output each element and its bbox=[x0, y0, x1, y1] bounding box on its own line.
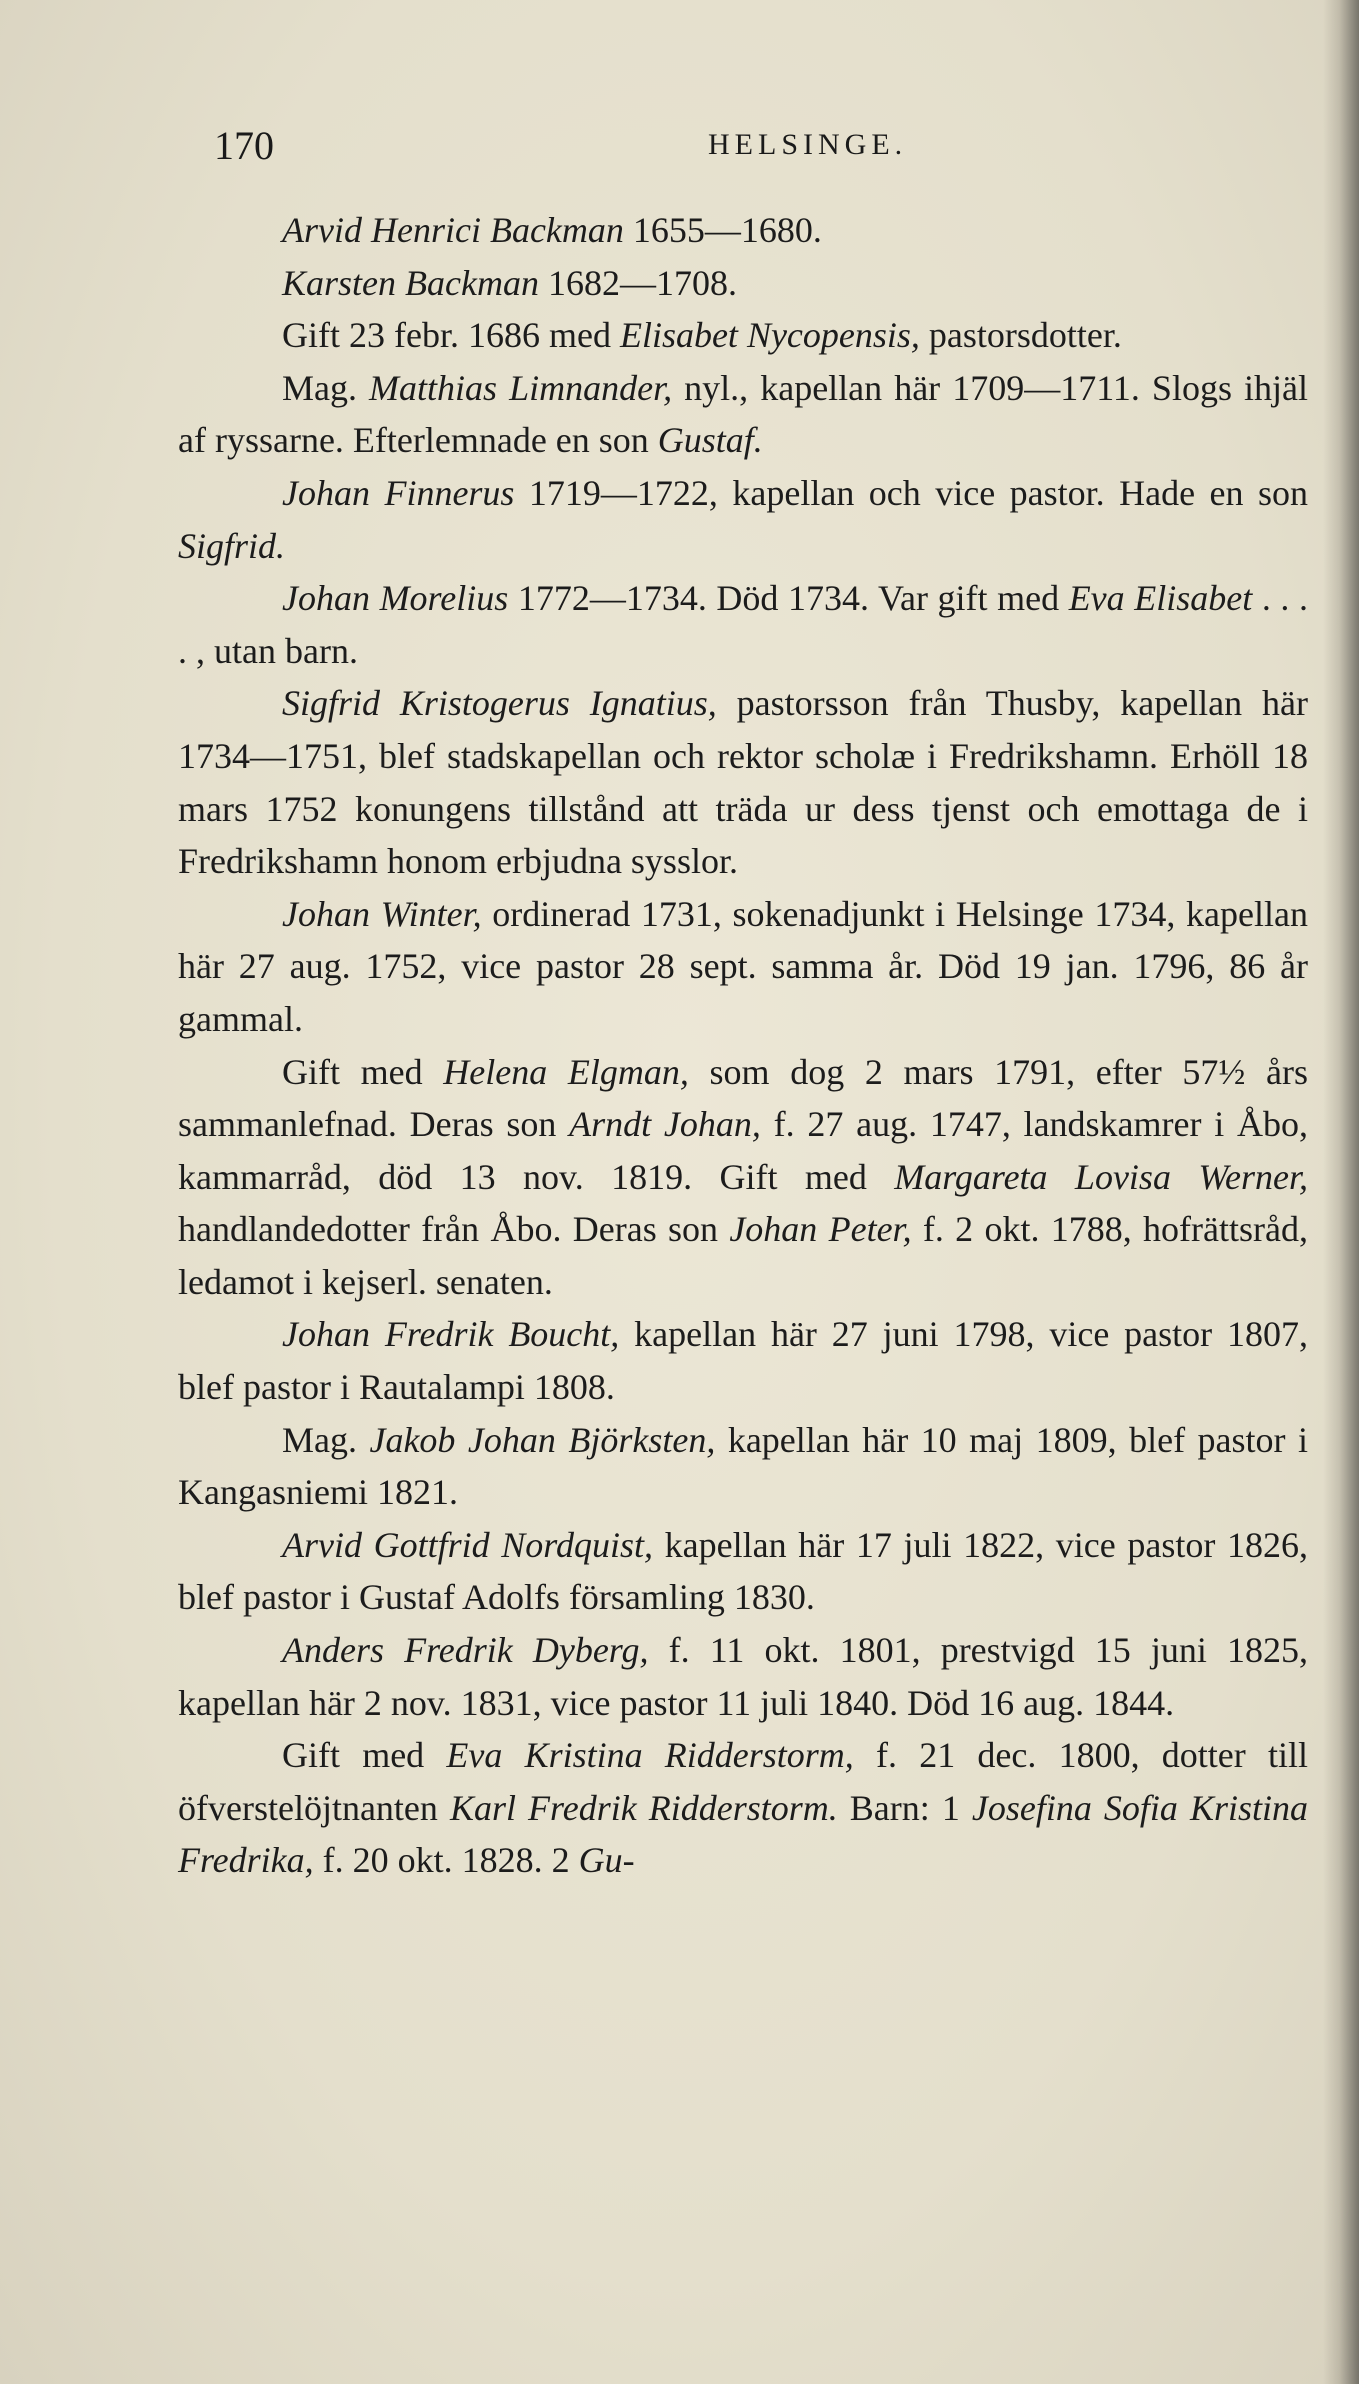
italic-name: Arvid Gottfrid Nordquist, bbox=[282, 1524, 653, 1565]
italic-name: Margareta Lovisa Werner, bbox=[894, 1156, 1308, 1197]
paragraph bbox=[178, 572, 1308, 677]
text-run: f. 21 dec. 1800, dotter till öfverstelöjtnanten bbox=[178, 1735, 1308, 1828]
paragraph bbox=[178, 1624, 1308, 1729]
italic-name: Eva Kristina Ridderstorm, bbox=[446, 1735, 854, 1776]
text-run: Mag. bbox=[282, 367, 370, 408]
paragraph bbox=[178, 1308, 1308, 1413]
paragraph bbox=[178, 257, 1308, 310]
text-run: ordinerad 1731, sokenadjunkt i Helsinge 1734, kapellan här 27 aug. 1752, vice pastor 28 sept. samma år. Död 19 jan. 1796, 86 år gammal. bbox=[178, 893, 1308, 1039]
text-run: kapellan här 27 juni 1798, vice pastor 1807, blef pastor i Rautalampi 1808. bbox=[178, 1314, 1308, 1408]
text-run: handlandedotter från Åbo. Deras son bbox=[178, 1209, 730, 1250]
page-number: 170 bbox=[214, 123, 274, 168]
italic-name: Arvid Henrici Backman bbox=[282, 210, 624, 250]
italic-name: Johan Morelius bbox=[282, 578, 509, 619]
paragraph bbox=[178, 467, 1308, 572]
italic-name: Johan Peter, bbox=[729, 1209, 912, 1250]
italic-name: Karsten Backman bbox=[282, 262, 539, 303]
text-run: Barn: 1 bbox=[837, 1787, 972, 1828]
text-run: pastorsson från Thusby, kapellan här 1734—1751, blef stadskapellan och rektor scholæ i Fredrikshamn. Erhöll 18 mars 1752 konungens tillstånd att träda ur dess tjenst och emottaga de i Fredrikshamn honom erbjudna sysslor. bbox=[178, 683, 1308, 882]
italic-name: Eva Elisabet bbox=[1068, 578, 1253, 619]
text-run: Gift med bbox=[282, 1735, 447, 1776]
text-run: som dog 2 mars 1791, efter 57½ års sammanlefnad. Deras son bbox=[178, 1051, 1308, 1145]
italic-name: Gustaf. bbox=[657, 420, 763, 461]
text-run: f. 27 aug. 1747, landskamrer i Åbo, kammarråd, död 13 nov. 1819. Gift med bbox=[178, 1104, 1308, 1197]
text-run: kapellan här 10 maj 1809, blef pastor i Kangasniemi 1821. bbox=[178, 1419, 1308, 1513]
text-run: kapellan här 17 juli 1822, vice pastor 1826, blef pastor i Gustaf Adolfs församling 1830. bbox=[178, 1524, 1308, 1618]
text-run: pastorsdotter. bbox=[919, 315, 1122, 356]
italic-name: Johan Winter, bbox=[282, 893, 482, 934]
page-edge-shadow bbox=[1323, 0, 1359, 2384]
italic-name: Anders Fredrik Dyberg, bbox=[282, 1630, 649, 1671]
text-run: f. 20 okt. 1828. 2 bbox=[313, 1840, 579, 1881]
paragraph bbox=[178, 362, 1308, 467]
text-run: nyl., kapellan här 1709—1711. Slogs ihjäl af ryssarne. Efterlemnade en son bbox=[178, 367, 1308, 461]
paragraph bbox=[178, 1046, 1308, 1309]
italic-name: Gu- bbox=[578, 1840, 635, 1881]
text-run: 1719—1722, kapellan och vice pastor. Hade en son bbox=[514, 472, 1308, 513]
text-run: . . . . , utan barn. bbox=[178, 578, 1309, 671]
page-header bbox=[178, 112, 1298, 182]
body-text bbox=[178, 204, 1308, 1887]
text-run: Mag. bbox=[282, 1419, 370, 1460]
paragraph bbox=[178, 677, 1308, 887]
italic-name: Matthias Limnander, bbox=[369, 367, 673, 408]
paragraph bbox=[178, 1519, 1308, 1624]
italic-name: Arndt Johan, bbox=[569, 1104, 761, 1145]
text-run: Gift 23 febr. 1686 med bbox=[282, 315, 620, 356]
paragraph bbox=[178, 309, 1308, 362]
paragraph bbox=[178, 204, 1308, 257]
running-head: HELSINGE. bbox=[708, 128, 908, 161]
text-run: Gift med bbox=[282, 1051, 444, 1092]
italic-name: Helena Elgman, bbox=[443, 1051, 689, 1092]
text-run: f. 11 okt. 1801, prestvigd 15 juni 1825, kapellan här 2 nov. 1831, vice pastor 11 juli 1840. Död 16 aug. 1844. bbox=[178, 1630, 1309, 1723]
paragraph bbox=[178, 1729, 1308, 1887]
paragraph bbox=[178, 888, 1308, 1046]
italic-name: Johan Finnerus bbox=[282, 472, 515, 513]
italic-name: Johan Fredrik Boucht, bbox=[282, 1314, 620, 1355]
italic-name: Sigfrid Kristogerus Ignatius, bbox=[282, 683, 717, 724]
paragraph bbox=[178, 1414, 1308, 1519]
italic-name: Elisabet Nycopensis, bbox=[619, 315, 920, 356]
text-run: 1772—1734. Död 1734. Var gift med bbox=[508, 578, 1069, 619]
text-run: 1655—1680. bbox=[623, 210, 822, 250]
text-run: f. 2 okt. 1788, hofrättsråd, ledamot i kejserl. senaten. bbox=[178, 1209, 1308, 1302]
italic-name: Josefina Sofia Kristina Fredrika, bbox=[178, 1787, 1308, 1881]
italic-name: Karl Fredrik Ridderstorm. bbox=[449, 1787, 838, 1828]
italic-name: Sigfrid. bbox=[178, 525, 286, 566]
italic-name: Jakob Johan Björksten, bbox=[369, 1419, 716, 1460]
text-run: 1682—1708. bbox=[538, 262, 737, 303]
